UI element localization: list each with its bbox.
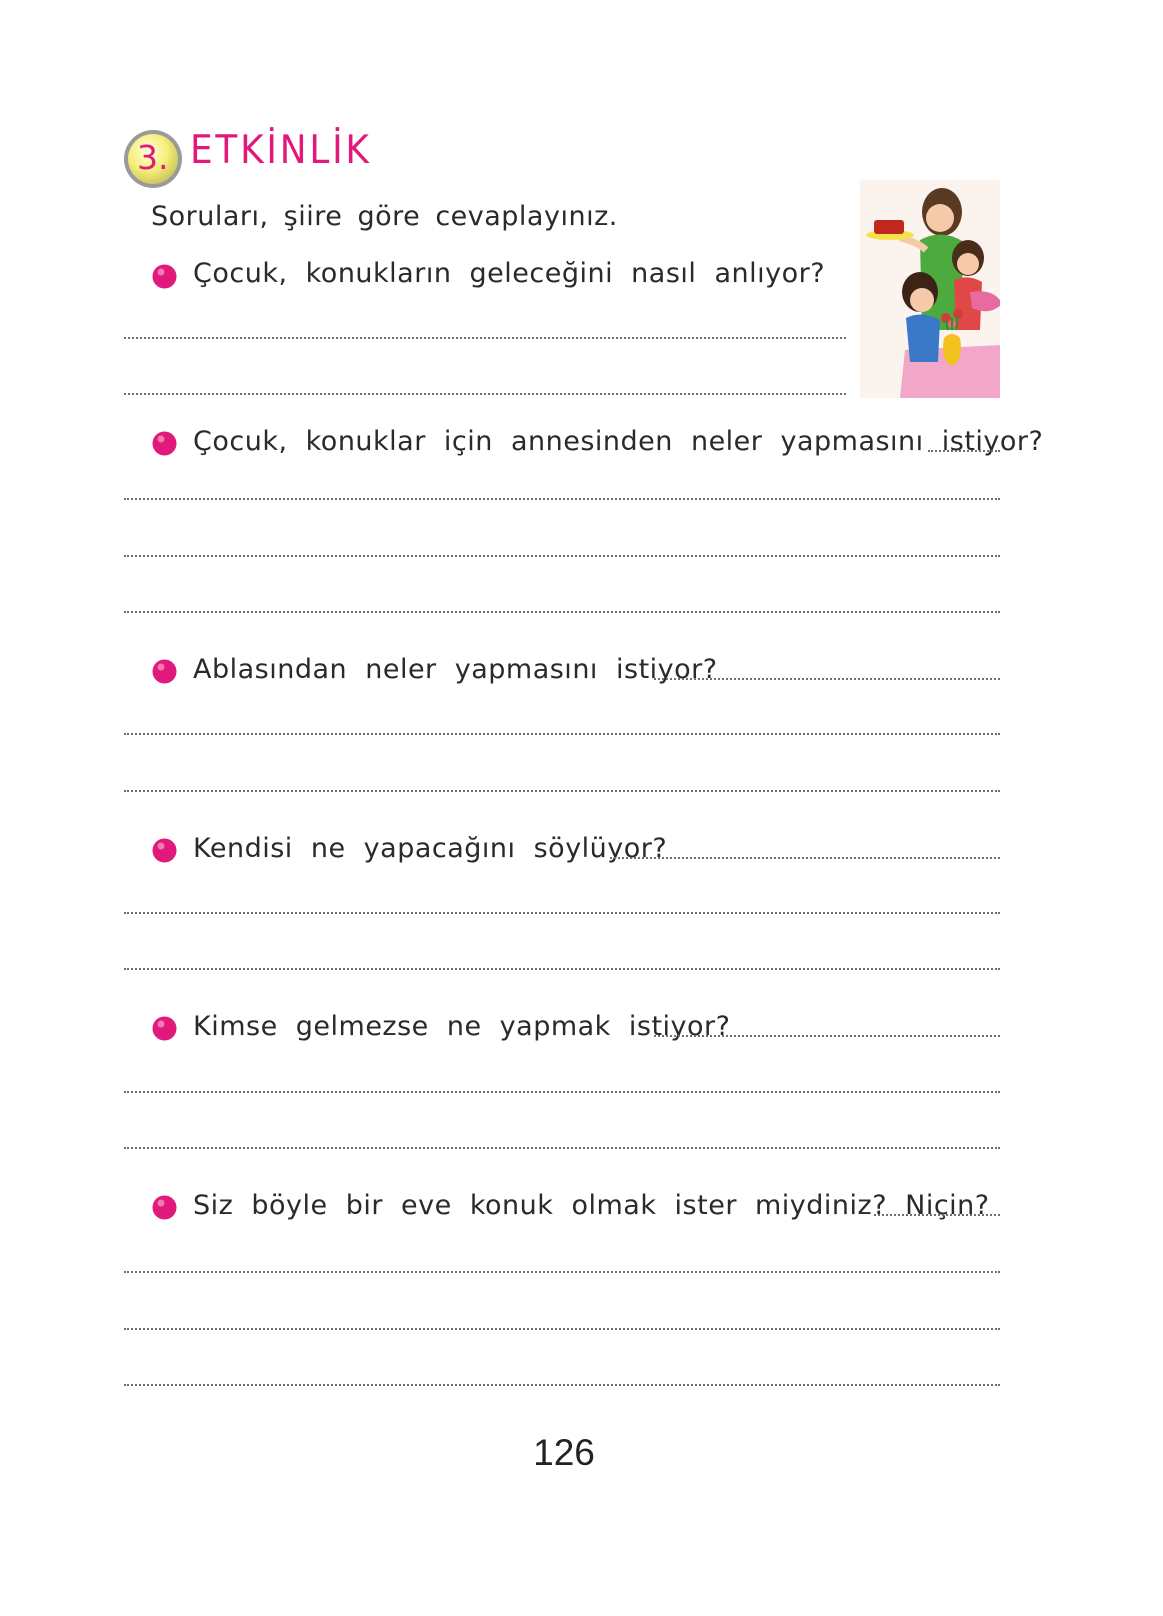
bullet-icon <box>152 1016 177 1041</box>
question-5-text: Kimse gelmezse ne yapmak istiyor? <box>193 1011 731 1042</box>
answer-line[interactable] <box>124 968 1000 970</box>
question-2-text: Çocuk, konuklar için annesinden neler yapmasını istiyor? <box>193 426 1044 457</box>
answer-line[interactable] <box>124 498 1000 500</box>
answer-line[interactable] <box>124 611 1000 613</box>
question-1-text: Çocuk, konukların geleceğini nasıl anlıyor? <box>193 258 826 289</box>
bullet-icon <box>152 659 177 684</box>
answer-line[interactable] <box>654 1035 1000 1037</box>
bullet-icon <box>152 838 177 863</box>
bullet-icon <box>152 431 177 456</box>
question-6-text: Siz böyle bir eve konuk olmak ister miydiniz? Niçin? <box>193 1190 990 1221</box>
instruction-text: Soruları, şiire göre cevaplayınız. <box>151 201 618 232</box>
answer-line[interactable] <box>124 1091 1000 1093</box>
answer-line[interactable] <box>874 1214 1000 1216</box>
bullet-icon <box>152 1195 177 1220</box>
page-number: 126 <box>533 1432 595 1473</box>
answer-line[interactable] <box>124 733 1000 735</box>
answer-line[interactable] <box>124 1271 1000 1273</box>
answer-line[interactable] <box>124 1328 1000 1330</box>
answer-line[interactable] <box>610 857 1000 859</box>
answer-line[interactable] <box>124 337 846 339</box>
bullet-icon <box>152 264 177 289</box>
question-3-text: Ablasından neler yapmasını istiyor? <box>193 654 718 685</box>
answer-line[interactable] <box>654 678 1000 680</box>
question-4-text: Kendisi ne yapacağını söylüyor? <box>193 833 668 864</box>
answer-line[interactable] <box>124 1147 1000 1149</box>
activity-title: ETKİNLİK <box>190 128 372 173</box>
answer-line[interactable] <box>124 393 846 395</box>
family-serving-cake-illustration <box>860 180 1000 398</box>
activity-number: 3. <box>137 138 169 177</box>
answer-line[interactable] <box>124 790 1000 792</box>
answer-line[interactable] <box>124 555 1000 557</box>
answer-line[interactable] <box>928 450 1000 452</box>
answer-line[interactable] <box>124 912 1000 914</box>
activity-number-badge <box>122 128 184 190</box>
answer-line[interactable] <box>124 1384 1000 1386</box>
